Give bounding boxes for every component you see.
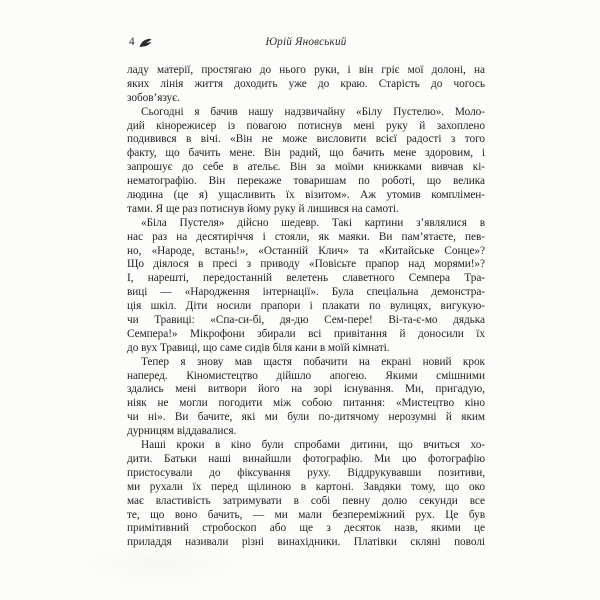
text-line: І, нарешті, передостанній велетень славетного Семпера Тра-	[127, 272, 485, 285]
text-line: запрошує до себе в ательє. Він за моїми книжками вивчав кі-	[127, 161, 485, 174]
paragraph	[127, 64, 485, 106]
text-line: ладу матерії, простягаю до нього руки, і він гріє мої долоні, на	[127, 64, 485, 76]
text-line: но, «Народе, встань!», «Останній Клич» та «Китайське Сонце»?	[127, 244, 485, 257]
text-line: нас раз на десятиріччя і стояли, як маяки. Ви пам’ятаєте, пев-	[127, 230, 485, 243]
text-line: пристосували до фіксування руху. Віддрукувавши позитиви,	[127, 466, 485, 479]
text-line: виці — «Народження інтернації». Була спеціальна демонстра-	[127, 286, 485, 299]
paragraph	[127, 356, 485, 439]
text-line: «Біла Пустеля» дійсно шедевр. Такі картини з’являлися в	[141, 216, 485, 229]
text-line: Тепер я знову мав щастя побачити на екрані новий крок	[141, 355, 485, 368]
running-head-author: Юрій Яновський	[265, 36, 347, 48]
paragraph	[127, 106, 485, 217]
text-line: дити. Батьки наші винайшли фотографію. Ми цю фотографію	[127, 452, 485, 465]
text-line: зобов’язує.	[127, 91, 180, 104]
text-line: людина (це я) ущасливить їх візитом». Аж утомив комплімен-	[127, 189, 485, 202]
text-line: ція шкіл. Діти носили прапори і плакати по вулицях, вигукую-	[127, 300, 485, 313]
paragraph	[127, 217, 485, 356]
text-line: примітивний стробоскоп або ще з десяток назв, якими це	[127, 522, 485, 535]
text-line: нематографію. Він перекаже товаришам по роботі, що велика	[127, 175, 485, 188]
text-line: Семпера!» Мікрофони збирали всі привітання й доносили їх	[127, 327, 485, 340]
text-line: має властивість затримувати в собі певну долю секунди все	[127, 494, 485, 507]
text-line: чи Травиці: «Спа-си-бі, дя-дю Сем-пере! Ві-та-є-мо дядька	[127, 314, 485, 327]
page-number: 4	[129, 36, 135, 48]
text-line: те, що воно бачить, — ми мали безпереміжний рух. Це був	[127, 508, 485, 521]
text-line: чи ні». Ви бачите, які ми були по-дитячому нерозумні й яким	[127, 411, 485, 424]
text-line: яких лінія життя доходить уже до краю. Старість до чогось	[127, 77, 485, 90]
text-line: до вух Травиці, що саме сидів біля кани в моїй кімнаті.	[127, 341, 390, 354]
text-line: подивився в вічі. «Він не може висловити всієї радості з того	[127, 133, 485, 146]
text-line: факту, що бачить мене. Він радий, що бачить мене здоровим, і	[127, 147, 485, 160]
body-text	[127, 64, 485, 550]
text-line: здались мені витвори його на зорі існування. Ми, пригадую,	[127, 383, 485, 396]
running-header	[127, 36, 485, 49]
text-line: Сьогодні я бачив нашу надзвичайну «Білу Пустелю». Моло-	[141, 105, 485, 118]
paragraph	[127, 439, 485, 550]
text-line: ніяк не могли погодити між собою питання: «Мистецтво кіно	[127, 397, 485, 410]
text-line: наперед. Кіномистецтво дійшло апогею. Якими смішними	[127, 369, 485, 382]
text-line: тами. Я ще раз потиснув йому руку й лишився на самоті.	[127, 202, 399, 215]
text-line: дурницям віддавалися.	[127, 425, 237, 438]
text-line: Наші кроки в кіно були спробами дитини, що вчиться хо-	[141, 439, 485, 452]
text-line: дий кінорежисер із повагою потиснув мені руку й захоплено	[127, 119, 485, 132]
text-line: приладдя називали різні винахідники. Платівки скляні поволі	[127, 536, 485, 549]
text-line: ми рухали їх перед щілиною в картоні. Завдяки тому, що око	[127, 480, 485, 493]
text-column	[127, 36, 485, 550]
text-line: Що діялося в пресі з приводу «Повісьте прапор над морями!»?	[127, 258, 485, 271]
